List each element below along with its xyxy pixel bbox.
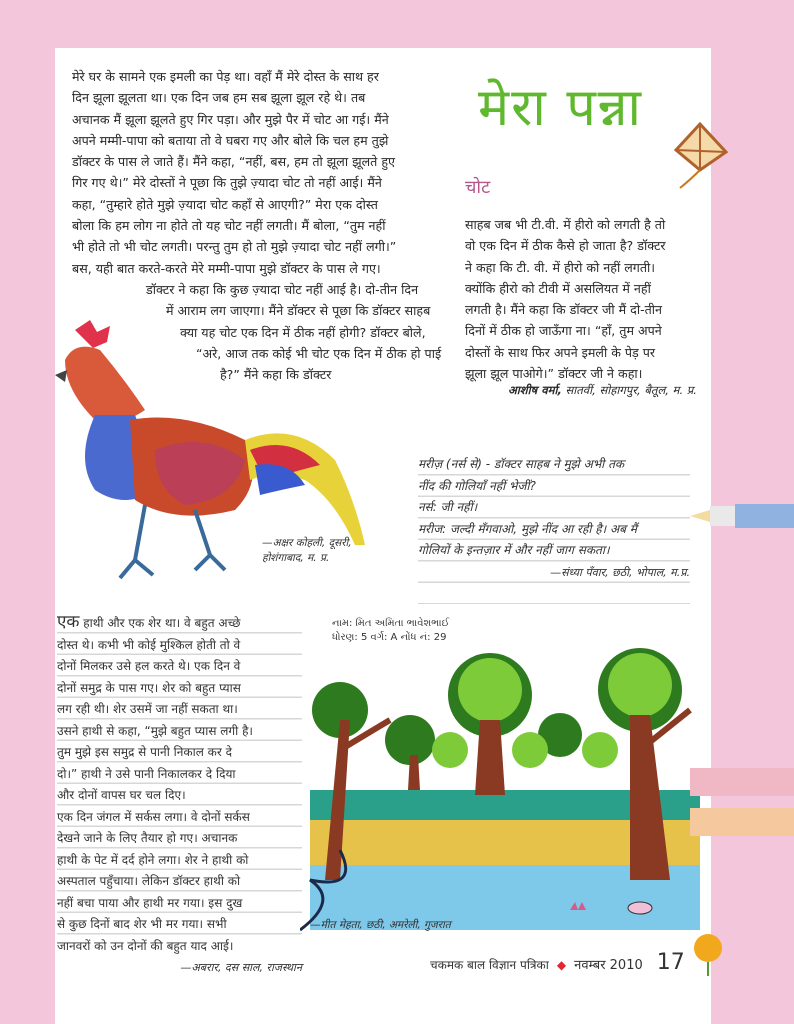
pen-icon	[690, 500, 794, 532]
story-author: —अबरार, दस साल, राजस्थान	[180, 961, 302, 974]
text-line: गिर गए थे।” मेरे दोस्तों ने पूछा कि तुझे ज़्यादा चोट तो नहीं आई। मैंने	[72, 175, 382, 191]
text-line: दोस्त थे। कभी भी कोई मुश्किल होती तो वे	[57, 637, 241, 652]
section-title: मेरा पन्ना	[478, 78, 644, 138]
text-line: जानवरों को उन दोनों की बहुत याद आई।	[57, 938, 234, 953]
text-line: मेरे घर के सामने एक इमली का पेड़ था। वहाँ मैं मेरे दोस्त के साथ हर	[72, 69, 379, 84]
issue-date: नवम्बर 2010	[574, 958, 643, 973]
text-line: बोला कि हम लोग ना होते तो यह चोट नहीं लगती। मैं बोला, “तुम नहीं	[72, 218, 386, 234]
marigold-flower-icon	[690, 932, 726, 976]
text-line: लगती है। मैंने कहा कि डॉक्टर जी मैं दो-तीन	[465, 302, 663, 318]
joke-line: मरीज़ (नर्स से) - डॉक्टर साहब ने मुझे अभी तक	[418, 457, 625, 471]
text-line: है?” मैंने कहा कि डॉक्टर	[220, 367, 332, 383]
story-author	[508, 383, 697, 398]
page-number: 17	[656, 950, 685, 975]
diamond-icon: ◆	[556, 958, 567, 972]
rooster-caption	[262, 536, 352, 566]
text-line: ने कहा कि टी. वी. में हीरो को नहीं लगती।	[465, 259, 656, 275]
forest-caption: —मीत मेहता, छठी, अमरेली, गुजरात	[310, 919, 451, 931]
footer	[430, 950, 685, 975]
crayon-peach	[690, 808, 794, 836]
text-line: दोनों मिलकर उसे हल करते थे। एक दिन वे	[57, 659, 241, 673]
story-title: चोट	[465, 177, 491, 198]
text-line: डॉक्टर ने कहा कि कुछ ज़्यादा चोट नहीं आई है। दो-तीन दिन	[146, 281, 419, 297]
joke-box	[418, 454, 690, 604]
text-line: देखने जाने के लिए तैयार हो गए। अचानक	[57, 831, 238, 845]
story-chot-right-column	[465, 214, 705, 384]
joke-line: नींद की गोलियाँ नहीं भेजीं?	[418, 478, 536, 493]
text-line: एक दिन जंगल में सर्कस लगा। वे दोनों सर्कस	[57, 809, 250, 824]
joke-line: गोलियों के इन्तज़ार में और नहीं जाग सकता।	[418, 543, 610, 557]
text-line: से कुछ दिनों बाद शेर भी मर गया। सभी	[57, 917, 227, 931]
author-details: सातवीं, सोहागपुर, बैतूल, म. प्र.	[561, 383, 697, 397]
text-line: लग रही थी। शेर उसमें जा नहीं सकता था।	[57, 702, 238, 716]
text-line: दोनों समुद्र के पास गए। शेर को बहुत प्यास	[57, 680, 241, 695]
text-line: तुम मुझे इस समुद्र से पानी निकाल कर दे	[57, 745, 232, 759]
text-line: अपने मम्मी-पापा को बताया तो वे घबरा गए और बोले कि चल हम तुझे	[72, 132, 389, 148]
joke-line: मरीज: जल्दी मँगवाओ, मुझे नींद आ रही है। अब मैं	[418, 521, 637, 536]
text-line: नहीं बचा पाया और हाथी मर गया। इस दुख	[57, 895, 243, 910]
label-line: નામ: મિત અમિતા ભાવેશભાઈ	[332, 618, 450, 629]
forest-drawing	[300, 640, 700, 935]
text-line: कहा, “तुम्हारे होते मुझे ज़्यादा चोट कहाँ से आएगी?” मेरा एक दोस्त	[72, 196, 378, 212]
joke-line: नर्स: जी नहीं।	[418, 500, 478, 514]
text-line: अस्पताल पहुँचाया। लेकिन डॉक्टर हाथी को	[57, 874, 241, 888]
text-line: “अरे, आज तक कोई भी चोट एक दिन में ठीक हो पाई	[196, 345, 442, 361]
text-line: भी होते तो भी चोट लगती। परन्तु तुम हो तो मुझे ज़्यादा चोट नहीं लगी।”	[72, 239, 397, 255]
caption-line: होशंगाबाद, म. प्र.	[262, 552, 330, 564]
text-line: दिनों में ठीक हो जाऊँगा ना। “हाँ, तुम अपने	[465, 323, 662, 339]
text-line: हाथी के पेट में दर्द होने लगा। शेर ने हाथी को	[57, 852, 249, 867]
text-line: वो एक दिन में ठीक कैसे हो जाता है? डॉक्टर	[465, 238, 666, 254]
text-line: दिन झूला झूलता था। एक दिन जब हम सब झूला झूल रहे थे। तब	[72, 90, 366, 106]
text-line: उसने हाथी से कहा, “मुझे बहुत प्यास लगी है।	[57, 723, 253, 738]
label-line: ધોરણ: 5 વર્ગ: A નોંધ નં: 29	[332, 632, 447, 643]
text-line: दो।” हाथी ने उसे पानी निकालकर दे दिया	[57, 766, 236, 781]
text-line: में आराम लग जाएगा। मैंने डॉक्टर से पूछा कि डॉक्टर साहब	[166, 303, 431, 319]
text-line: झूला झूल पाओगे।” डॉक्टर जी ने कहा।	[465, 366, 643, 382]
joke-author: —संध्या पँवार, छठी, भोपाल, म.प्र.	[550, 565, 690, 579]
text-line: अचानक मैं झूला झूलते हुए गिर पड़ा। और मुझे पैर में चोट आ गई। मैंने	[72, 111, 389, 127]
line-rest: हाथी और एक शेर था। वे बहुत अच्छे	[79, 616, 241, 630]
author-name: आशीष वर्मा,	[508, 383, 562, 397]
text-line: क्योंकि हीरो को टीवी में असलियत में नहीं	[465, 280, 651, 296]
text-line: दोस्तों के साथ फिर अपने इमली के पेड़ पर	[465, 344, 656, 360]
text-line: बस, यही बात करते-करते मेरे मम्मी-पापा मुझे डॉक्टर के पास ले गए।	[72, 260, 381, 276]
magazine-name: चकमक बाल विज्ञान पत्रिका	[430, 958, 549, 972]
drop-word: एक	[57, 612, 80, 632]
text-line: और दोनों वापस घर चल दिए।	[57, 788, 186, 802]
crayon-pink	[690, 768, 794, 796]
text-line: क्या यह चोट एक दिन में ठीक नहीं होगी? डॉक्टर बोले,	[180, 324, 426, 340]
caption-line: —अक्षर कोहली, दूसरी,	[262, 537, 352, 549]
text-line	[57, 612, 302, 635]
text-line: साहब जब भी टी.वी. में हीरो को लगती है तो	[465, 217, 666, 232]
kite-icon	[670, 122, 730, 192]
story-elephant-lion	[57, 612, 302, 974]
text-line: डॉक्टर के पास ले जाते हैं। मैंने कहा, “नहीं, बस, हम तो झूला झूलते हुए	[72, 154, 395, 170]
